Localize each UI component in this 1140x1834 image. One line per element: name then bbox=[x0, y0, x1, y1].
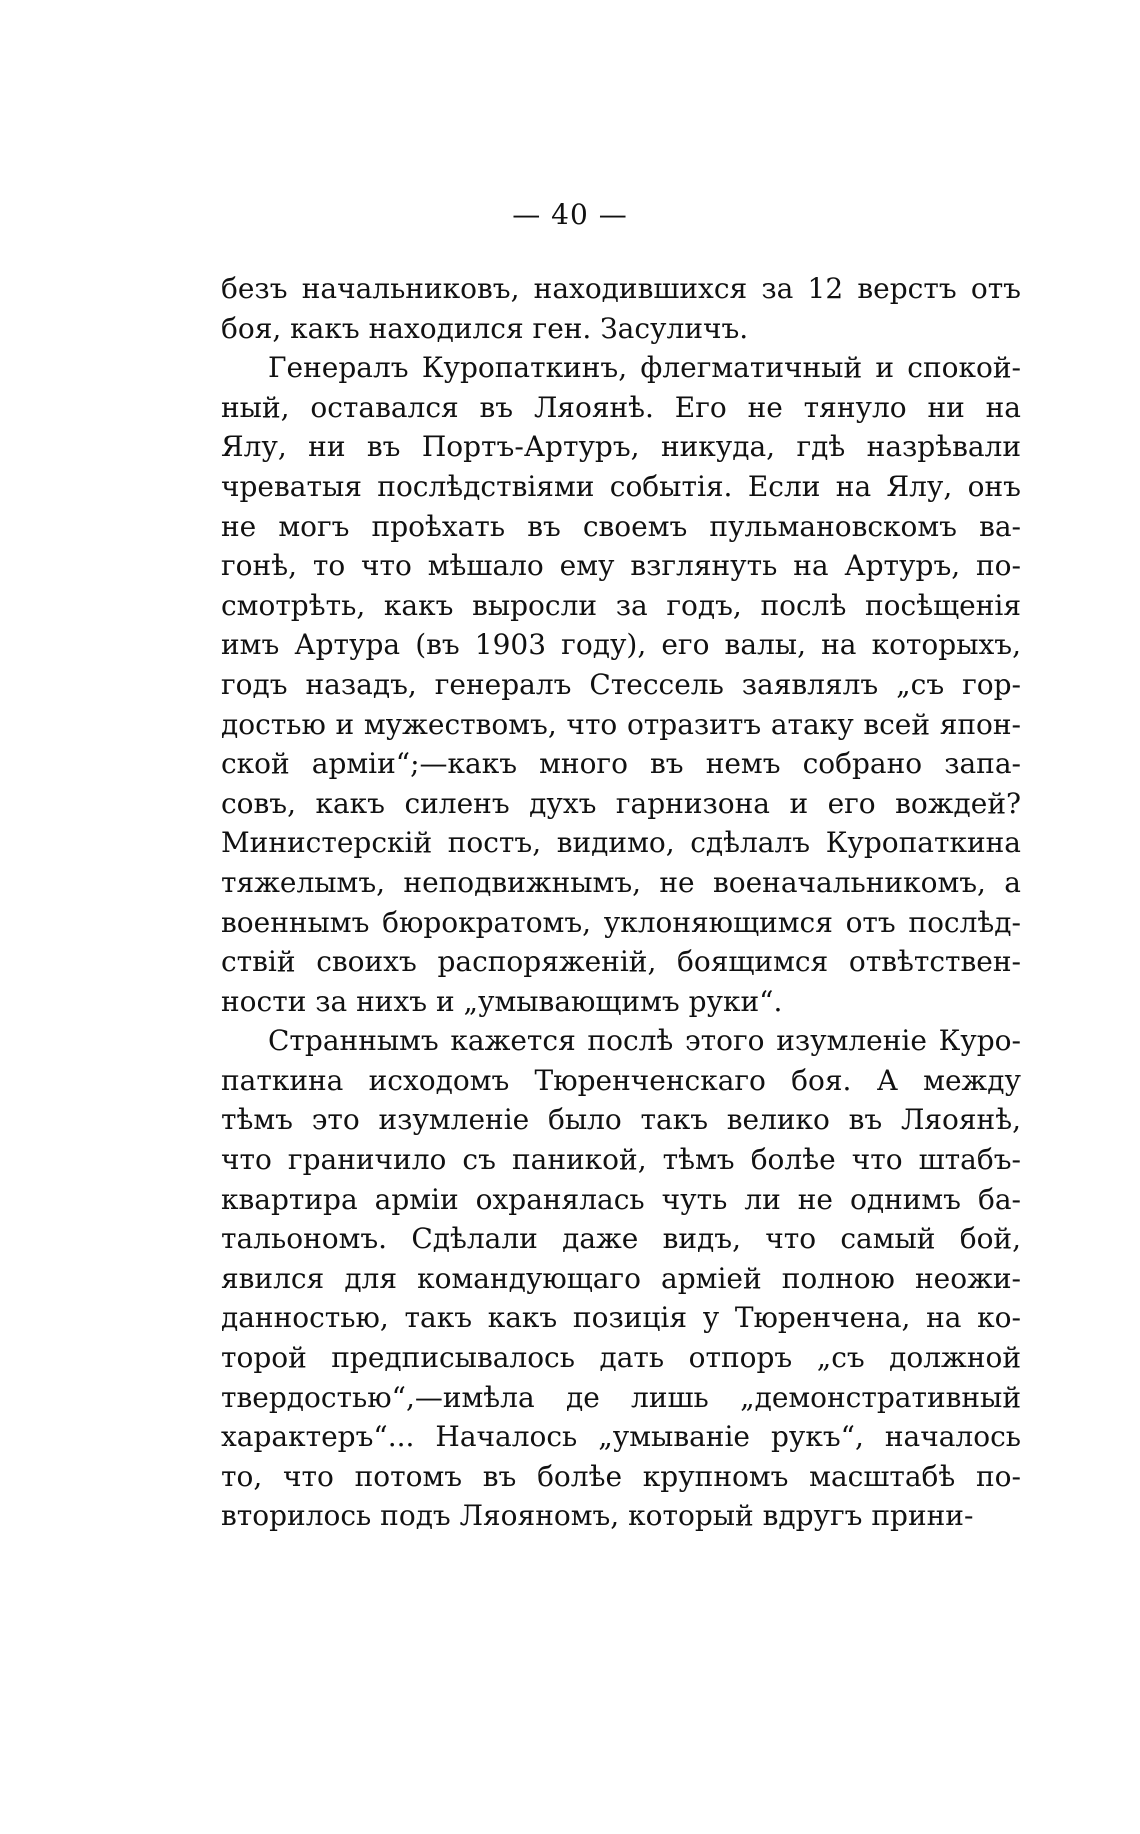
paragraph bbox=[221, 1021, 1021, 1536]
text-line: что граничило съ паникой, тѣмъ болѣе что штабъ- bbox=[221, 1143, 1021, 1177]
text-line: гонѣ, то что мѣшало ему взглянуть на Артуръ, по- bbox=[221, 549, 1021, 583]
text-line: чреватыя послѣдствіями событія. Если на Ялу, онъ bbox=[221, 469, 1021, 503]
text-line: безъ начальниковъ, находившихся за 12 верстъ отъ bbox=[221, 272, 1021, 305]
text-line: тяжелымъ, неподвижнымъ, не военачальникомъ, а bbox=[221, 865, 1021, 899]
text-line: ный, оставался въ Ляоянѣ. Его не тянуло ни на bbox=[221, 390, 1021, 424]
text-line: боя, какъ находился ген. Засуличъ. bbox=[221, 311, 749, 345]
text-line: паткина исходомъ Тюренченскаго боя. А между bbox=[221, 1063, 1021, 1097]
text-line: ности за нихъ и „умывающимъ руки“. bbox=[221, 984, 783, 1018]
text-line: достью и мужествомъ, что отразитъ атаку всей япон- bbox=[221, 707, 1021, 741]
body-text bbox=[221, 269, 1021, 1536]
text-line: то, что потомъ въ болѣе крупномъ масштабѣ по- bbox=[221, 1459, 1021, 1493]
text-line: не могъ проѣхать въ своемъ пульмановскомъ ва- bbox=[221, 509, 1021, 543]
paragraph bbox=[221, 348, 1021, 1021]
text-line: тальономъ. Сдѣлали даже видъ, что самый бой, bbox=[221, 1222, 1021, 1256]
text-line: Страннымъ кажется послѣ этого изумленіе Куро- bbox=[268, 1024, 1021, 1058]
text-line: вторилось подъ Ляояномъ, который вдругъ прини- bbox=[221, 1499, 974, 1533]
text-line: квартира арміи охранялась чуть ли не однимъ ба- bbox=[221, 1182, 1021, 1216]
text-line: ствій своихъ распоряженій, боящимся отвѣтствен- bbox=[221, 945, 1021, 979]
text-line: ской арміи“;—какъ много въ немъ собрано запа- bbox=[221, 747, 1021, 781]
text-line: явился для командующаго арміей полною неожи- bbox=[221, 1261, 1021, 1295]
page-number: — 40 — bbox=[512, 198, 628, 231]
text-line: Министерскій постъ, видимо, сдѣлалъ Куропаткина bbox=[221, 826, 1021, 860]
text-line: годъ назадъ, генералъ Стессель заявлялъ „съ гор- bbox=[221, 667, 1021, 701]
text-line: данностью, такъ какъ позиція у Тюренчена, на ко- bbox=[221, 1301, 1021, 1335]
text-line: совъ, какъ силенъ духъ гарнизона и его вождей? bbox=[221, 786, 1021, 820]
text-line: военнымъ бюрократомъ, уклоняющимся отъ послѣд- bbox=[221, 905, 1021, 939]
text-line: тѣмъ это изумленіе было такъ велико въ Ляоянѣ, bbox=[221, 1103, 1021, 1137]
text-line: смотрѣть, какъ выросли за годъ, послѣ посѣщенія bbox=[221, 588, 1021, 622]
text-line: характеръ“... Началось „умываніе рукъ“, началось bbox=[221, 1420, 1021, 1454]
text-line: Ялу, ни въ Портъ-Артуръ, никуда, гдѣ назрѣвали bbox=[221, 430, 1021, 464]
paragraph bbox=[221, 269, 1021, 348]
text-line: твердостью“,—имѣла де лишь „демонстративный bbox=[221, 1380, 1021, 1414]
text-line: Генералъ Куропаткинъ, флегматичный и спокой- bbox=[268, 351, 1021, 385]
text-line: торой предписывалось дать отпоръ „съ должной bbox=[221, 1341, 1021, 1375]
text-line: имъ Артура (въ 1903 году), его валы, на которыхъ, bbox=[221, 628, 1021, 662]
